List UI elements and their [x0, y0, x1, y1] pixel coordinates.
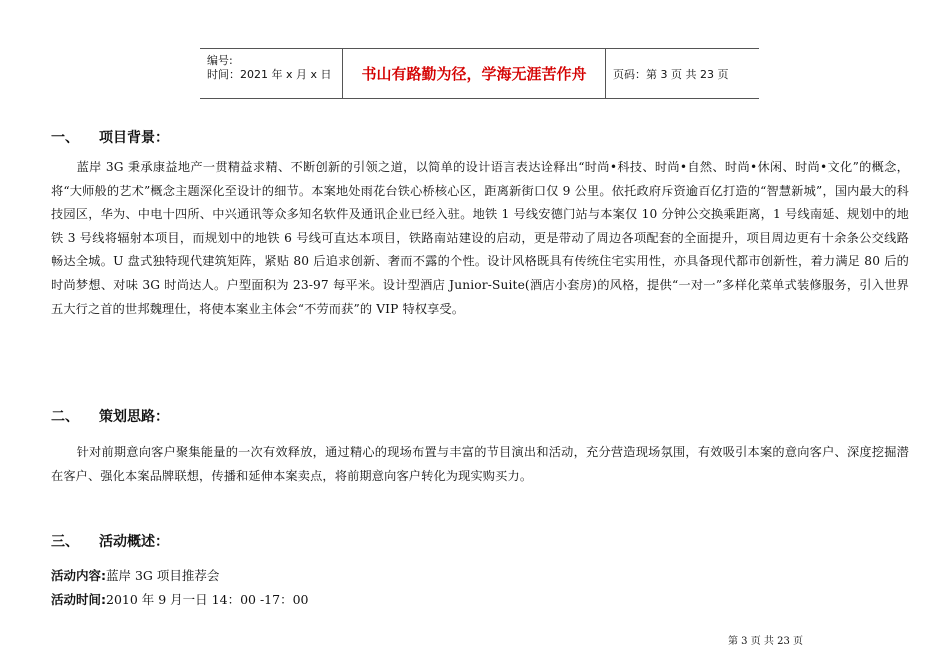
section-number: 二、 [51, 409, 79, 425]
section-number: 一、 [51, 130, 79, 146]
paragraph-background: 蓝岸 3G 秉承康益地产一贯精益求精、不断创新的引领之道，以简单的设计语言表达诠释出“时尚•科技、时尚•自然、时尚•休闲、时尚•文化”的概念，将“大师般的艺术”概念主题深化至设计的细节。本案地处雨花台铁心桥核心区，距离新街口仅 9 公里。依托政府斥资逾百亿打造的“智慧新城”，国内最大的科技园区，华为、中电十四所、中兴通讯等众多知名软件及通讯企业已经入驻。地铁 1 号线安德门站与本案仅 10 分钟公交换乘距离，1 号线南延、规划中的地铁 3 号线将辐射本项目，而规划中的地铁 6 号线可直达本项目，铁路南站建设的启动，更是带动了周边各项配套的全面提升，项目周边更有十余条公交线路畅达全城。U 盘式独特现代建筑矩阵，紧贴 80 后追求创新、奢而不露的个性。设计风格既具有传统住宅实用性，亦具备现代都市创新性，着力满足 80 后的时尚梦想、对味 3G 时尚达人。户型面积为 23-97 每平米。设计型酒店 Junior-Suite(酒店小套房)的风格，提供“一对一”多样化菜单式装修服务，引入世界五大行之首的世邦魏理仕，将使本案业主体会“不劳而获”的 VIP 特权享受。 [51, 160, 909, 316]
document-number-label: 编号: [207, 54, 233, 67]
page-footer: 第 3 页 共 23 页 [728, 636, 803, 647]
section-title: 项目背景： [99, 130, 169, 146]
activity-content-line [51, 566, 219, 584]
activity-time-line [51, 590, 308, 608]
document-header [200, 48, 759, 99]
activity-time-value: 2010 年 9 月一日 14：00 -17：00 [106, 592, 309, 607]
section-number: 三、 [51, 534, 79, 550]
section-heading-background [51, 127, 169, 147]
activity-content-label: 活动内容: [51, 568, 106, 583]
header-page-info: 页码：第 3 页 共 23 页 [613, 67, 729, 81]
header-motto: 书山有路勤为径，学海无涯苦作舟 [342, 49, 606, 98]
header-meta [200, 49, 342, 98]
activity-time-label: 活动时间: [51, 592, 106, 607]
document-date: 时间：2021 年 x 月 x 日 [207, 68, 332, 81]
section-heading-planning [51, 406, 169, 426]
section-heading-overview [51, 531, 169, 551]
activity-content-value: 蓝岸 3G 项目推荐会 [106, 568, 220, 583]
section-title: 活动概述： [99, 534, 169, 550]
paragraph-planning: 针对前期意向客户聚集能量的一次有效释放，通过精心的现场布置与丰富的节目演出和活动，充分营造现场氛围，有效吸引本案的意向客户、深度挖掘潜在客户、强化本案品牌联想，传播和延伸本案卖点，将前期意向客户转化为现实购买力。 [51, 445, 909, 483]
section-title: 策划思路： [99, 409, 169, 425]
